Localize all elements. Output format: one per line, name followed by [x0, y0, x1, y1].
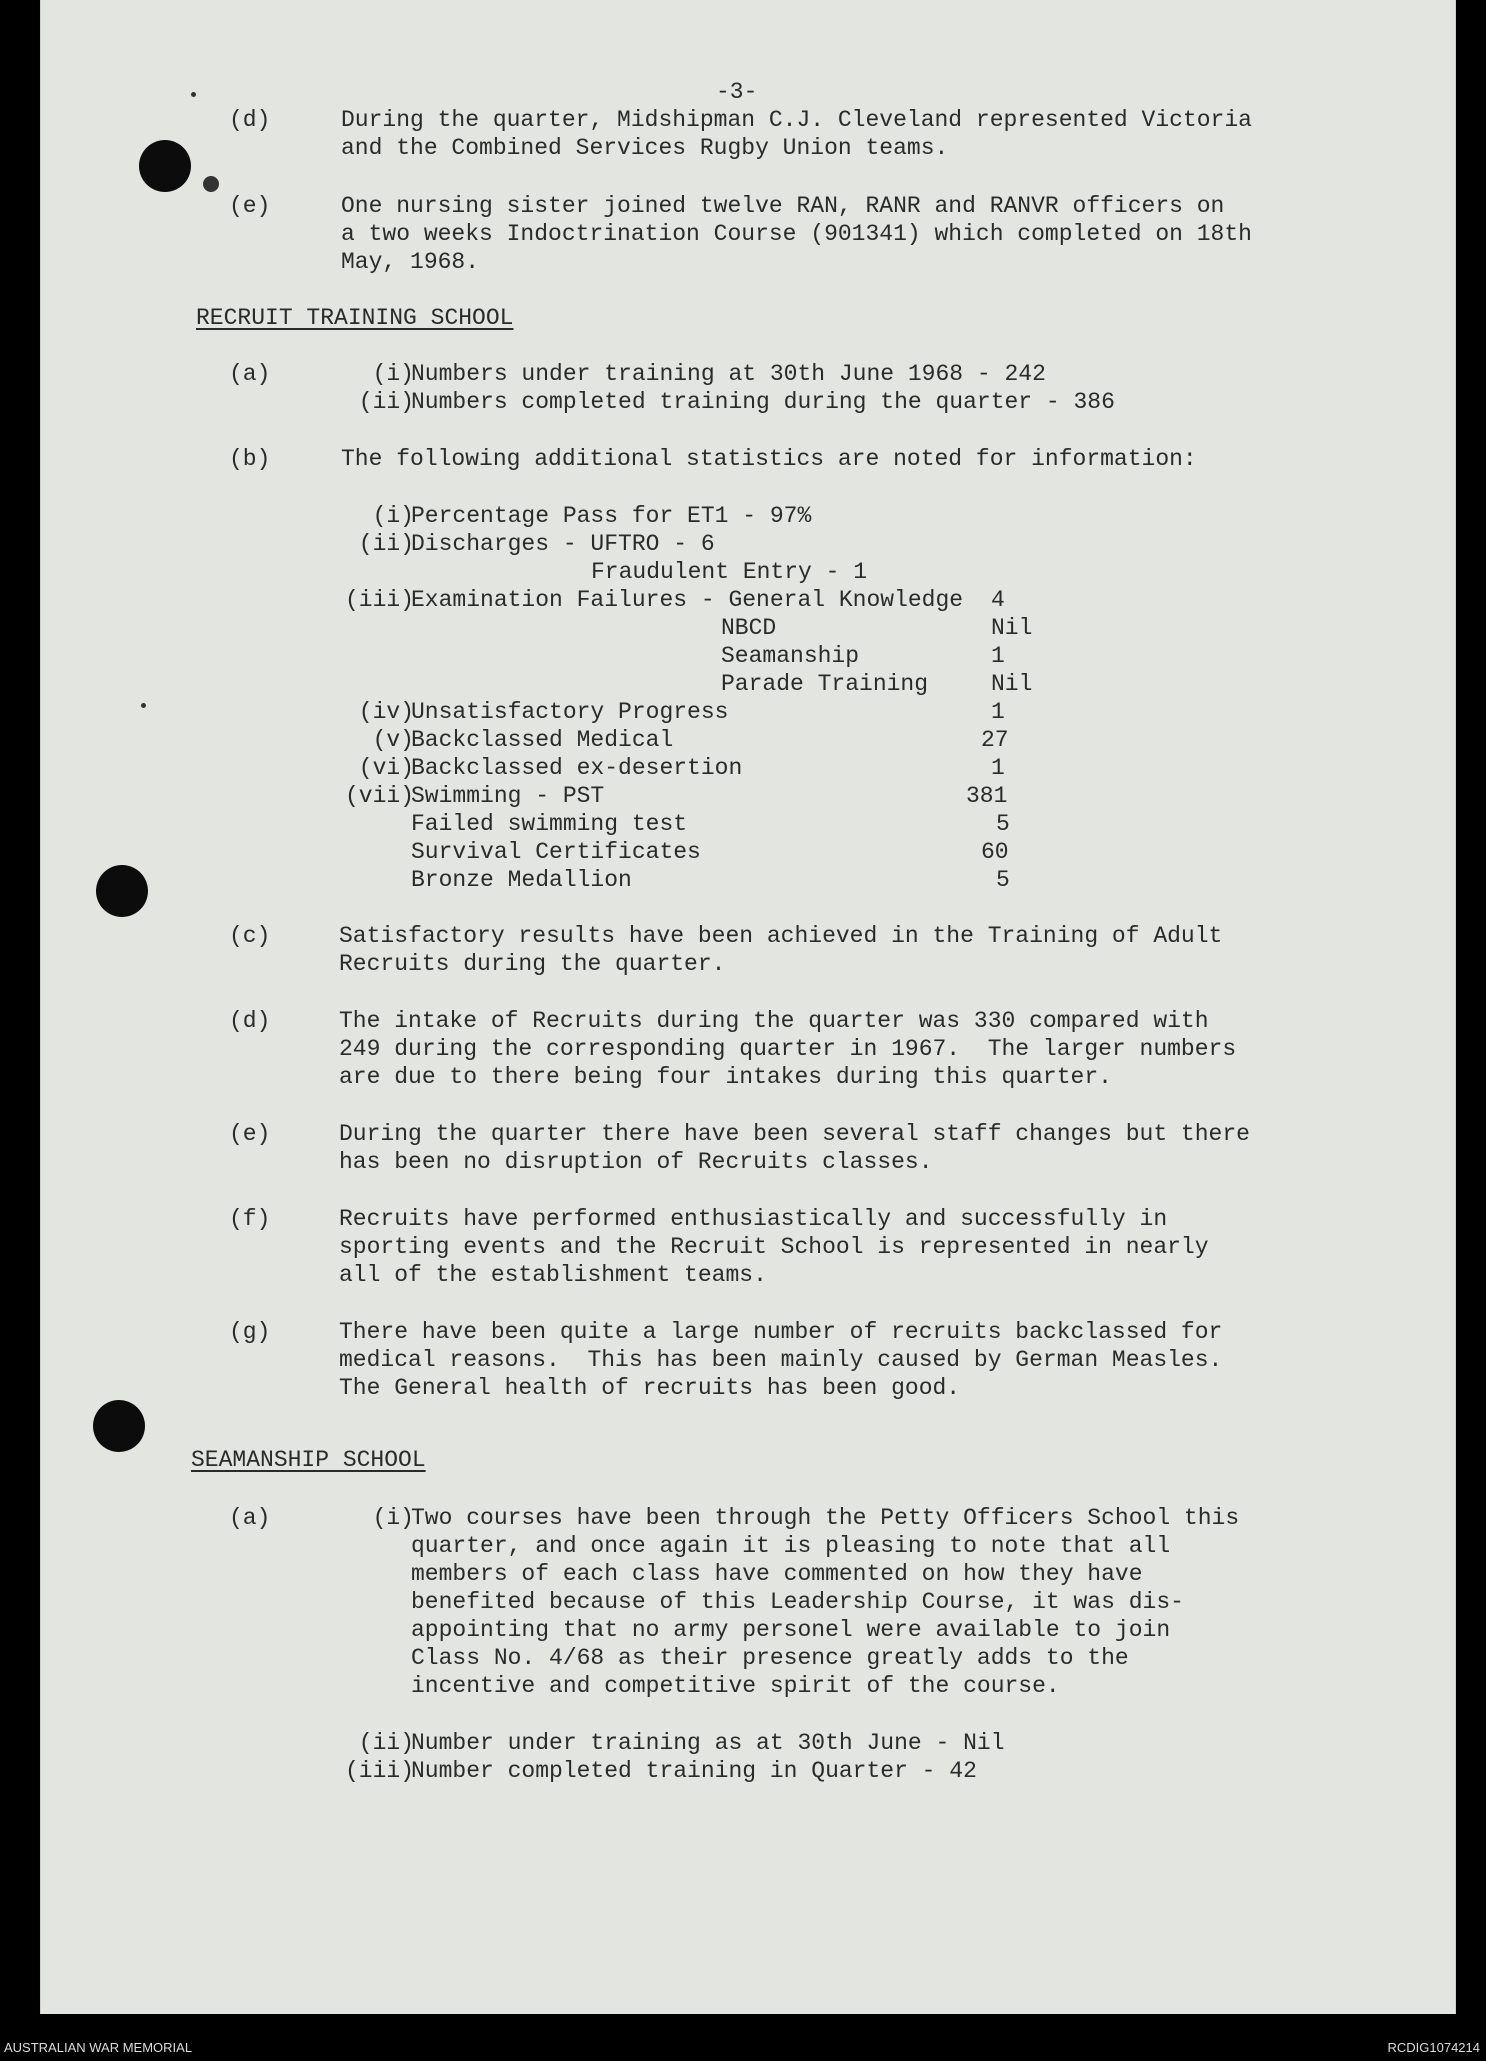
paragraph-line: There have been quite a large number of recruits backclassed for	[339, 1319, 1223, 1345]
sub-item-text: Numbers completed training during the quarter - 386	[411, 389, 1115, 415]
stat-value: Nil	[991, 615, 1033, 641]
page-number: -3-	[716, 79, 758, 105]
item-label: (b)	[229, 446, 271, 472]
stat-value: 27	[981, 727, 1009, 753]
item-label: (a)	[229, 361, 271, 387]
stat-value: 4	[991, 587, 1005, 613]
section-heading: RECRUIT TRAINING SCHOOL	[196, 305, 514, 331]
paragraph-line: The intake of Recruits during the quarter was 330 compared with	[339, 1008, 1209, 1034]
stat-value: 5	[996, 867, 1010, 893]
paragraph-line: May, 1968.	[341, 249, 480, 275]
paragraph-line: and the Combined Services Rugby Union teams.	[341, 135, 949, 161]
ink-speck	[191, 92, 196, 97]
item-label: (c)	[229, 923, 271, 949]
stat-sub-label: NBCD	[721, 615, 777, 641]
stat-sub-label: Parade Training	[721, 671, 929, 697]
stat-label: Examination Failures - General Knowledge	[411, 587, 964, 613]
ink-speck	[141, 703, 146, 708]
paragraph-line: One nursing sister joined twelve RAN, RANR and RANVR officers on	[341, 193, 1225, 219]
stat-label: Backclassed ex-desertion	[411, 755, 743, 781]
section-heading: SEAMANSHIP SCHOOL	[191, 1447, 426, 1473]
stat-number: (vii)	[344, 783, 414, 809]
sub-item-number: (ii)	[358, 389, 414, 415]
sub-item-number: (iii)	[344, 1758, 414, 1784]
sub-item-text: Numbers under training at 30th June 1968 - 242	[411, 361, 1046, 387]
item-label: (e)	[229, 1121, 271, 1147]
sub-item-text: Number under training as at 30th June - Nil	[411, 1730, 1005, 1756]
paragraph-line: has been no disruption of Recruits classes.	[339, 1149, 933, 1175]
stat-label: Backclassed Medical	[411, 727, 674, 753]
item-label: (a)	[229, 1505, 271, 1531]
stat-value: 60	[981, 839, 1009, 865]
ink-speck	[203, 176, 219, 192]
paragraph-line: incentive and competitive spirit of the course.	[411, 1673, 1060, 1699]
paragraph-line: sporting events and the Recruit School is represented in nearly	[339, 1234, 1209, 1260]
stat-number: (v)	[372, 727, 414, 753]
paragraph-line: The following additional statistics are noted for information:	[341, 446, 1197, 472]
stat-label: Bronze Medallion	[411, 867, 632, 893]
stat-number: (ii)	[358, 531, 414, 557]
stat-number: (vi)	[358, 755, 414, 781]
archive-id: RCDIG1074214	[1387, 2040, 1480, 2055]
stat-sub-label: Fraudulent Entry - 1	[591, 559, 868, 585]
stat-value: 5	[996, 811, 1010, 837]
archive-credit: AUSTRALIAN WAR MEMORIAL	[4, 2040, 193, 2055]
paragraph-line: Satisfactory results have been achieved in the Training of Adult	[339, 923, 1223, 949]
item-label: (d)	[229, 1008, 271, 1034]
stat-label: Swimming - PST	[411, 783, 605, 809]
sub-item-number: (ii)	[358, 1730, 414, 1756]
stat-value: 381	[966, 783, 1008, 809]
paragraph-line: benefited because of this Leadership Course, it was dis-	[411, 1589, 1184, 1615]
sub-item-text: Number completed training in Quarter - 42	[411, 1758, 977, 1784]
stat-value: 1	[991, 699, 1005, 725]
sub-item-number: (i)	[372, 361, 414, 387]
paragraph-line: Recruits have performed enthusiastically and successfully in	[339, 1206, 1168, 1232]
paragraph-line: During the quarter there have been several staff changes but there	[339, 1121, 1250, 1147]
stat-sub-label: Seamanship	[721, 643, 860, 669]
stat-value: Nil	[991, 671, 1033, 697]
item-label: (f)	[229, 1206, 271, 1232]
item-label: (g)	[229, 1319, 271, 1345]
paragraph-line: appointing that no army personel were available to join	[411, 1617, 1171, 1643]
paragraph-line: are due to there being four intakes during this quarter.	[339, 1064, 1112, 1090]
stat-label: Failed swimming test	[411, 811, 688, 837]
paragraph-line: During the quarter, Midshipman C.J. Cleveland represented Victoria	[341, 107, 1252, 133]
paragraph-line: Class No. 4/68 as their presence greatly adds to the	[411, 1645, 1129, 1671]
stat-value: 1	[991, 643, 1005, 669]
stat-number: (iii)	[344, 587, 414, 613]
paragraph-line: medical reasons. This has been mainly caused by German Measles.	[339, 1347, 1223, 1373]
punch-hole	[139, 140, 191, 192]
stat-number: (iv)	[358, 699, 414, 725]
stat-label: Unsatisfactory Progress	[411, 699, 729, 725]
paragraph-line: a two weeks Indoctrination Course (901341) which completed on 18th	[341, 221, 1252, 247]
punch-hole	[93, 1400, 145, 1452]
item-label: (d)	[229, 107, 271, 133]
stat-label: Survival Certificates	[411, 839, 701, 865]
stat-number: (i)	[372, 503, 414, 529]
paragraph-line: members of each class have commented on how they have	[411, 1561, 1143, 1587]
document-page	[40, 0, 1456, 2014]
paragraph-line: Two courses have been through the Petty Officers School this	[411, 1505, 1240, 1531]
paragraph-line: quarter, and once again it is pleasing to note that all	[411, 1533, 1171, 1559]
sub-item-number: (i)	[372, 1505, 414, 1531]
paragraph-line: all of the establishment teams.	[339, 1262, 767, 1288]
paragraph-line: 249 during the corresponding quarter in 1967. The larger numbers	[339, 1036, 1237, 1062]
paragraph-line: Recruits during the quarter.	[339, 951, 726, 977]
punch-hole	[96, 865, 148, 917]
paragraph-line: The General health of recruits has been good.	[339, 1375, 961, 1401]
stat-label: Percentage Pass for ET1 - 97%	[411, 503, 812, 529]
stat-label: Discharges - UFTRO - 6	[411, 531, 715, 557]
stat-value: 1	[991, 755, 1005, 781]
item-label: (e)	[229, 193, 271, 219]
